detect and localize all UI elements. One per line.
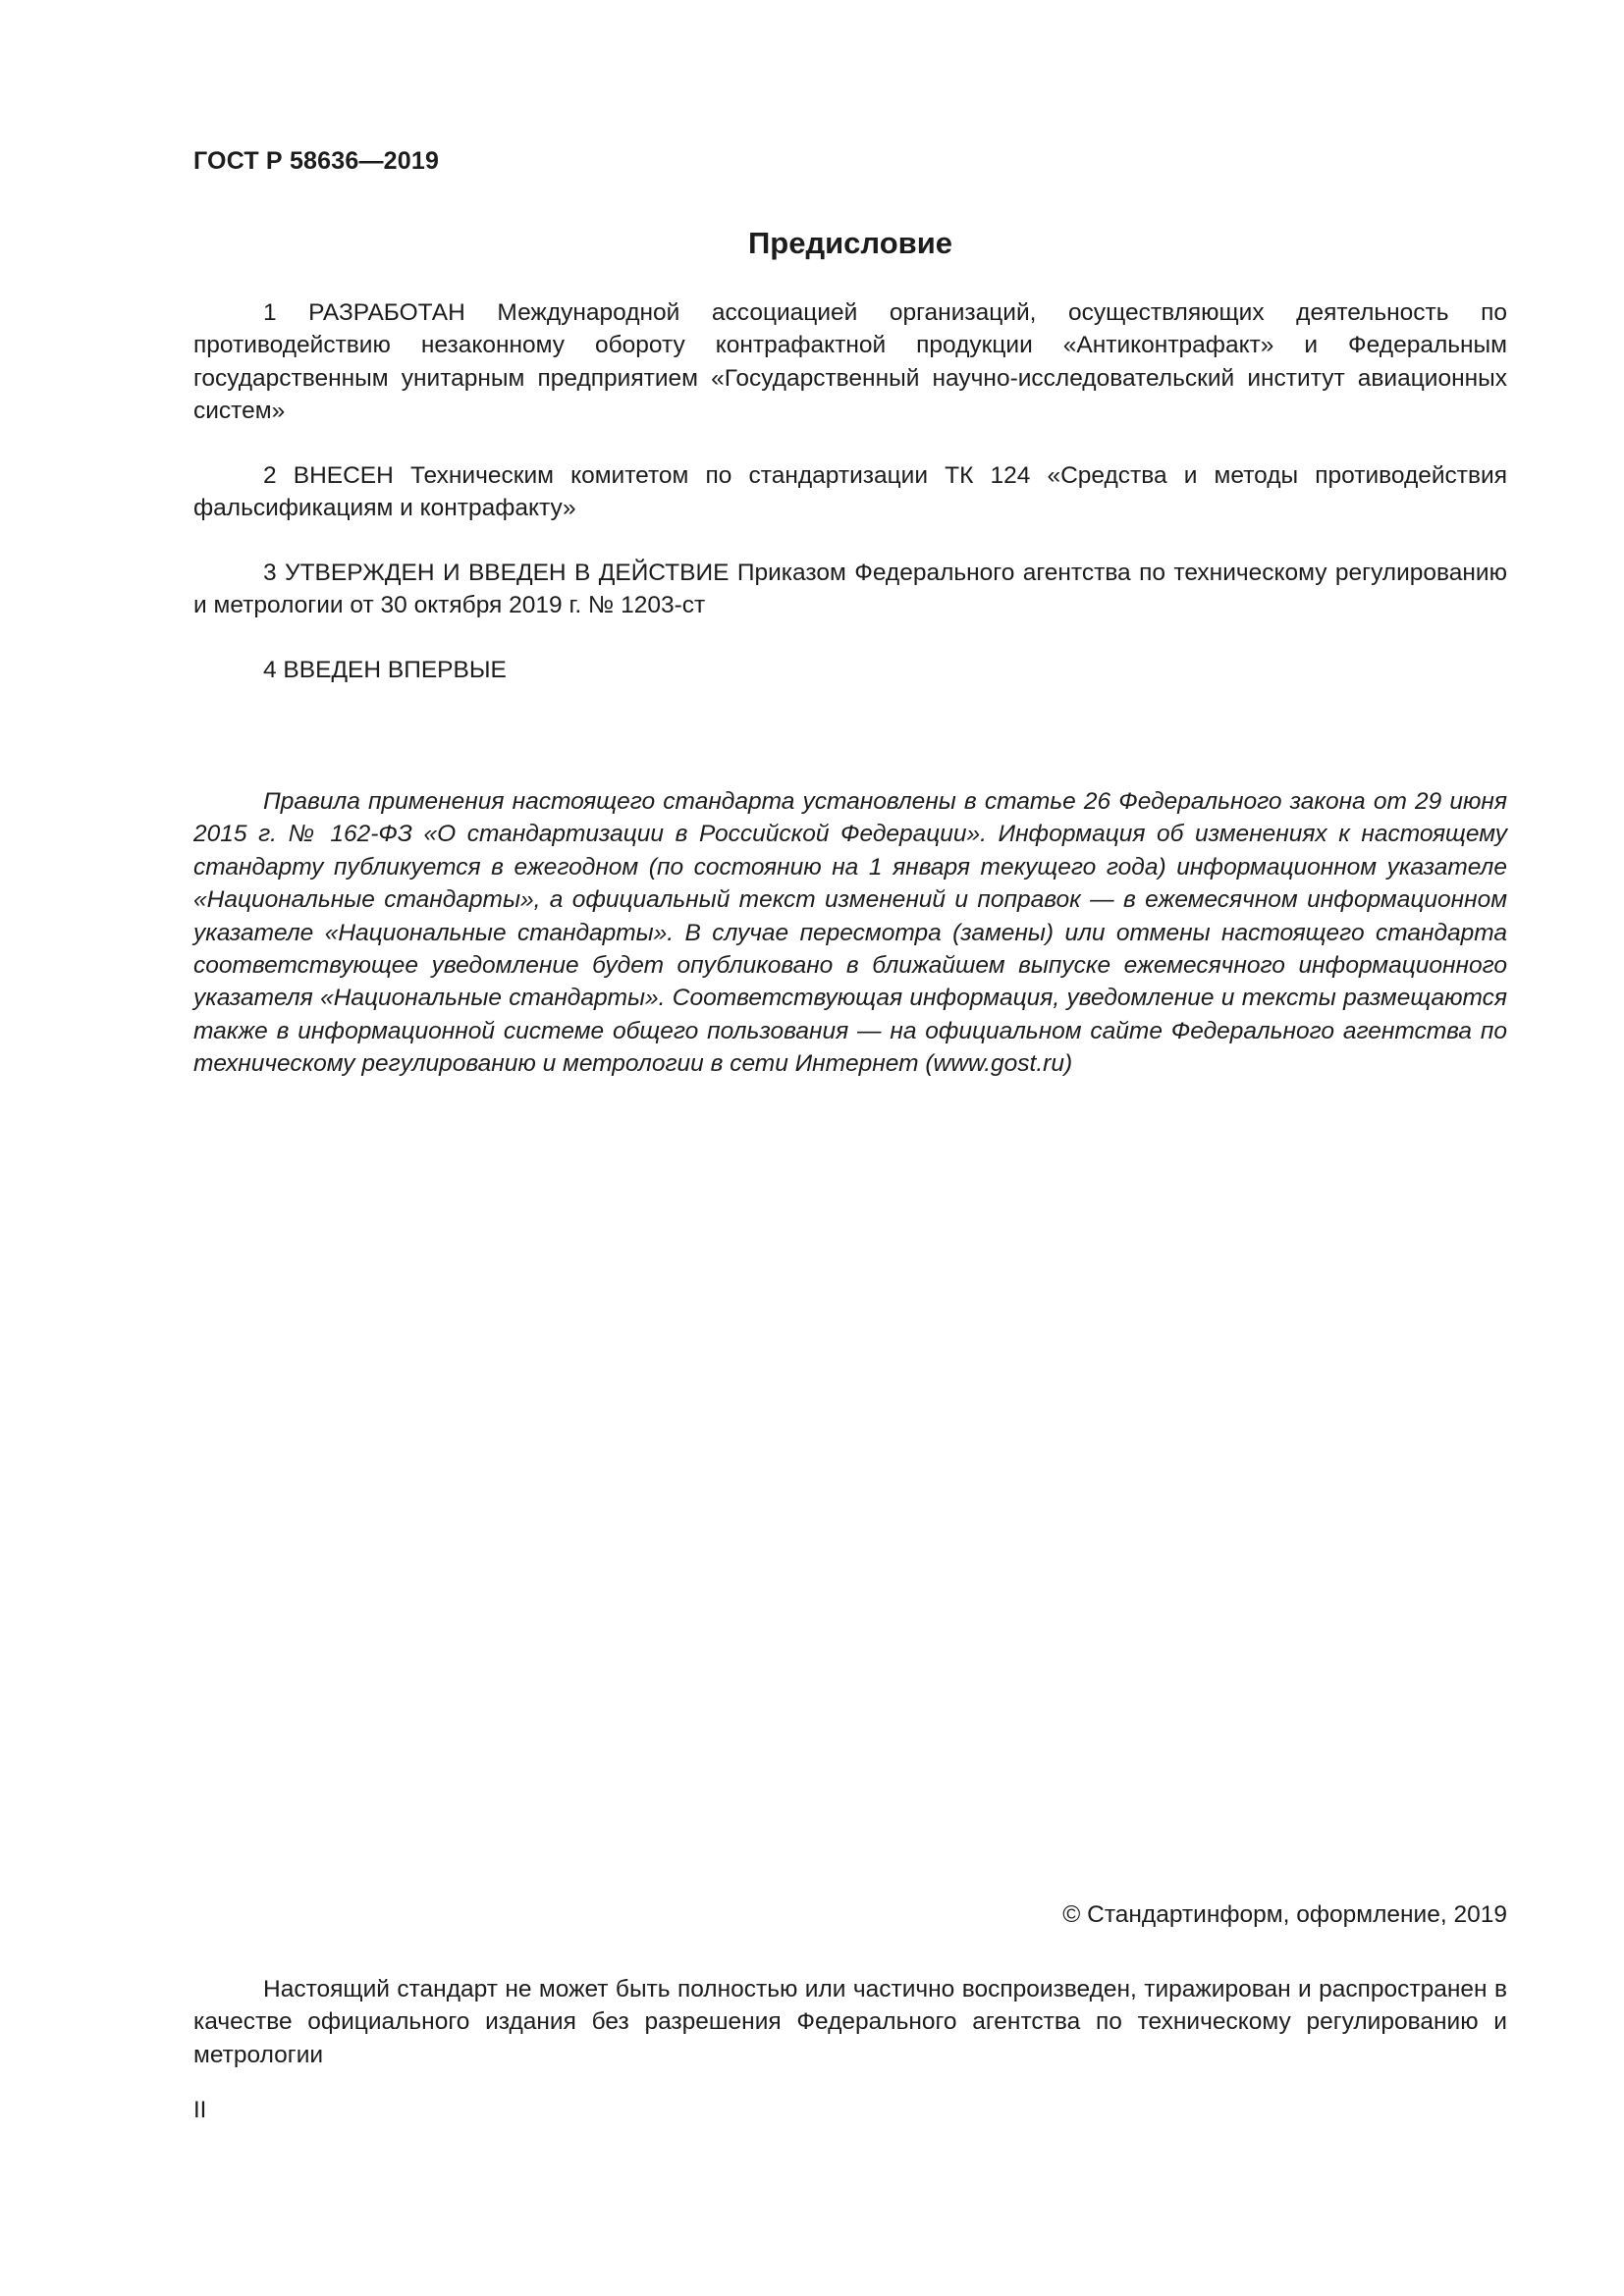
application-rules-note: Правила применения настоящего стандарта установлены в статье 26 Федерального закона от 29 июня 2015 г. № 162-ФЗ «О стандартизации в Российской Федерации». Информация об изменениях к настоящему стандарту публикуется в ежегодном (по состоянию на 1 января текущего года) информационном указателе «Национальные стандарты», а официальный текст изменений и поправок — в ежемесячном информационном указателе «Национальные стандарты». В случае пересмотра (замены) или отмены настоящего стандарта соответствующее уведомление будет опубликовано в ближайшем выпуске ежемесячного информационного указателя «Национальные стандарты». Соответствующая информация, уведомление и тексты размещаются также в информационной системе общего пользования — на официальном сайте Федерального агентства по техническому регулированию и метрологии в сети Интернет (www.gost.ru)	[193, 788, 1507, 1078]
foreword-item-approved: 3 УТВЕРЖДЕН И ВВЕДЕН В ДЕЙСТВИЕ Приказом Федерального агентства по техническому регулированию и метрологии от 30 октября 2019 г. № 1203-ст	[193, 560, 1507, 619]
copyright-line: © Стандартинформ, оформление, 2019	[1062, 1901, 1507, 1928]
foreword-item-developed: 1 РАЗРАБОТАН Международной ассоциацией организаций, осуществляющих деятельность по противодействию незаконному обороту контрафактной продукции «Антиконтрафакт» и Федеральным государственным унитарным предприятием «Государственный научно-исследовательский институт авиационных систем»	[193, 299, 1507, 425]
page-title: Предисловие	[747, 226, 952, 260]
page-number: II	[193, 2097, 207, 2123]
foreword-item-introduced: 2 ВНЕСЕН Техническим комитетом по стандартизации ТК 124 «Средства и методы противодействия фальсификациям и контрафакту»	[193, 462, 1507, 522]
document-code: ГОСТ Р 58636—2019	[193, 147, 440, 175]
foreword-item-first-edition: 4 ВВЕДЕН ВПЕРВЫЕ	[263, 657, 507, 683]
reproduction-notice: Настоящий стандарт не может быть полностью или частично воспроизведен, тиражирован и распространен в качестве официального издания без разрешения Федерального агентства по техническому регулированию и метрологии	[193, 1976, 1507, 2068]
